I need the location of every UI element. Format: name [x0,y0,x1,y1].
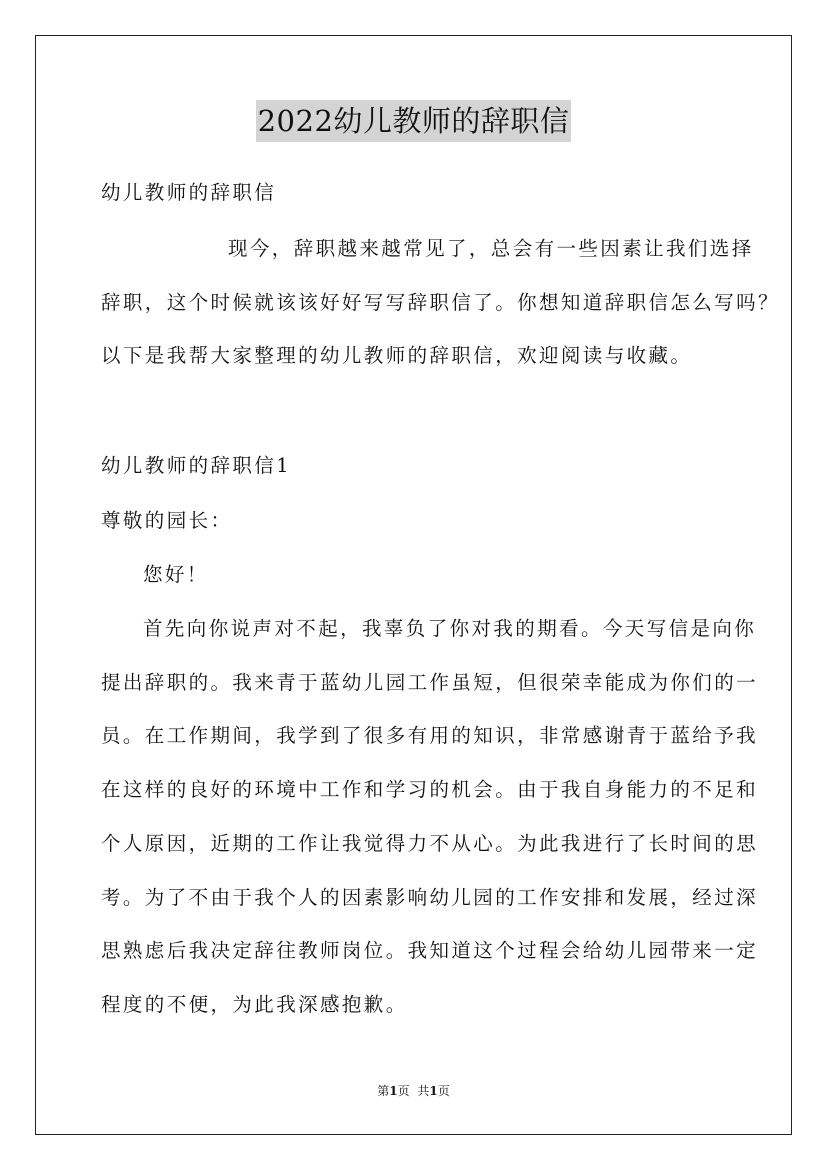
page-prefix: 第 [377,1084,390,1098]
page-number: 1 [389,1084,398,1098]
total-prefix: 共 [417,1084,430,1098]
body-line-5: 个人原因，近期的工作让我觉得力不从心。为此我进行了长时间的思 [101,832,759,855]
total-pages: 1 [429,1084,438,1098]
total-suffix: 页 [437,1084,450,1098]
body-line-2: 提出辞职的。我来青于蓝幼儿园工作虽短，但很荣幸能成为你们的一 [101,671,759,694]
document-subtitle: 幼儿教师的辞职信 [101,181,277,204]
letter-heading: 幼儿教师的辞职信1 [101,454,292,477]
intro-line-3: 以下是我帮大家整理的幼儿教师的辞职信，欢迎阅读与收藏。 [101,344,693,367]
page-suffix: 页 [397,1084,410,1098]
intro-line-1: 现今，辞职越来越常见了，总会有一些因素让我们选择 [228,237,754,260]
page-footer [0,1083,827,1099]
body-line-3: 员。在工作期间，我学到了很多有用的知识，非常感谢青于蓝给予我 [101,724,759,747]
body-line-6: 考。为了不由于我个人的因素影响幼儿园的工作安排和发展，经过深 [101,886,759,909]
body-line-7: 思熟虑后我决定辞往教师岗位。我知道这个过程会给幼儿园带来一定 [101,939,759,962]
title-container [0,100,827,142]
salutation: 尊敬的园长： [101,509,233,532]
greeting: 您好！ [143,563,209,586]
intro-line-2: 辞职，这个时候就该该好好写写辞职信了。你想知道辞职信怎么写吗？ [101,291,780,314]
body-line-1: 首先向你说声对不起，我辜负了你对我的期看。今天写信是向你 [143,617,757,640]
body-line-4: 在这样的良好的环境中工作和学习的机会。由于我自身能力的不足和 [101,778,759,801]
body-line-8: 程度的不便，为此我深感抱歉。 [101,993,408,1016]
document-title: 2022幼儿教师的辞职信 [256,100,572,142]
